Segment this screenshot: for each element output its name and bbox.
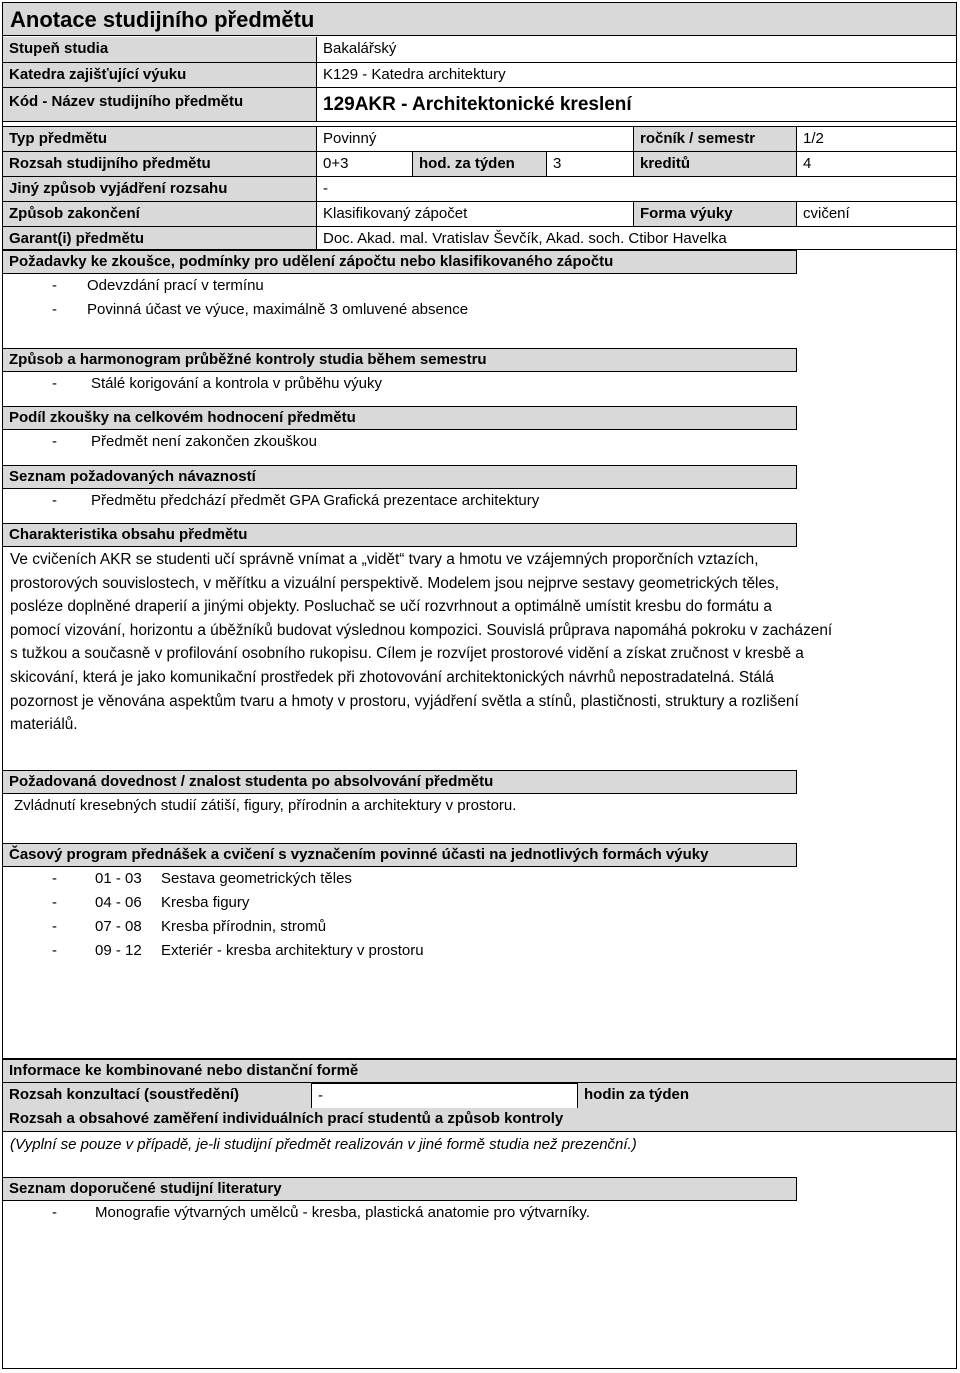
label-garant: Garant(i) předmětu: [3, 227, 316, 249]
row-konzultace: [3, 1083, 956, 1108]
label-typ: Typ předmětu: [3, 127, 316, 151]
value-kod: 129AKR - Architektonické kreslení: [316, 88, 956, 121]
charakteristika-paragraph: [10, 548, 955, 737]
schedule-item: [52, 867, 352, 891]
section-heading-kombinovane: Informace ke kombinované nebo distanční formě: [3, 1059, 956, 1083]
value-rozsah: 0+3: [316, 152, 412, 176]
label-stupen: Stupeň studia: [3, 37, 316, 62]
text-line: materiálů.: [10, 716, 78, 734]
value-hod: 3: [546, 152, 633, 176]
document-title: Anotace studijního předmětu: [3, 3, 956, 36]
text-line: skicování, která je jako komunikační prostředek při zhotovování architektonických návrhů nepostradatelná. Stálá: [10, 668, 774, 686]
dash-marker: -: [52, 492, 57, 509]
value-forma: cvičení: [796, 202, 956, 226]
label-kreditu: kreditů: [633, 152, 796, 176]
value-jiny: -: [316, 177, 956, 201]
text-line: pozornost je věnována aspektům tvaru a hmoty v prostoru, vyjádření světla a stínů, plastičnosti, struktury a rozlišení: [10, 692, 799, 710]
section-heading-casovy: Časový program přednášek a cvičení s vyznačením povinné účasti na jednotlivých formách výuky: [3, 843, 797, 867]
list-item: - Monografie výtvarných umělců - kresba, plastická anatomie pro výtvarníky.: [52, 1204, 590, 1221]
text-line: pomocí vizování, horizontu a úběžníků budovat výslednou kompozici. Souvislá průprava napomáhá pokroku v zacházení: [10, 621, 833, 639]
schedule-weeks: 01 - 03: [95, 870, 142, 887]
list-item: - Předmět není zakončen zkouškou: [52, 433, 317, 450]
dash-marker: -: [52, 870, 57, 887]
schedule-topic: Kresba přírodnin, stromů: [161, 918, 327, 935]
label-konzultace: Rozsah konzultací (soustředění): [3, 1083, 311, 1108]
value-typ: Povinný: [316, 127, 633, 151]
section-heading-navaznosti: Seznam požadovaných návazností: [3, 465, 797, 489]
schedule-item: [52, 939, 424, 963]
list-item: - Odevzdání prací v termínu: [52, 277, 264, 294]
schedule-weeks: 04 - 06: [95, 894, 142, 911]
value-konzultace: -: [311, 1083, 577, 1108]
schedule-topic: Kresba figury: [161, 894, 250, 911]
dash-marker: -: [52, 375, 57, 392]
schedule-item: [52, 891, 249, 915]
label-hodin: hodin za týden: [577, 1083, 956, 1108]
row-katedra: [3, 62, 956, 87]
text-line: prostorových souvislostech, v měřítku a vizuální perspektivě. Modelem jsou nejprve sestavy geometrických těles,: [10, 574, 780, 592]
dash-marker: -: [52, 433, 57, 450]
section-heading-kontrola: Způsob a harmonogram průběžné kontroly studia během semestru: [3, 348, 797, 372]
label-forma: Forma výuky: [633, 202, 796, 226]
section-heading-charakteristika: Charakteristika obsahu předmětu: [3, 523, 797, 547]
text-line: s tužkou a současně v profilování osobního rukopisu. Cílem je rozvíjet prostorové vidění a získat zručnost v kresbě a: [10, 645, 804, 663]
text-line: posléze doplněné draperií a jinými objekty. Posluchač se učí rozvrhnout a optimálně umístit kresbu do formátu a: [10, 598, 772, 616]
row-zpusob: [3, 201, 956, 226]
schedule-item: [52, 915, 326, 939]
row-kod: [3, 87, 956, 122]
value-stupen: Bakalářský: [316, 37, 956, 62]
section-heading-literatura: Seznam doporučené studijní literatury: [3, 1177, 797, 1201]
dash-marker: -: [52, 277, 57, 294]
label-zpusob: Způsob zakončení: [3, 202, 316, 226]
dash-marker: -: [52, 918, 57, 935]
value-zpusob: Klasifikovaný zápočet: [316, 202, 633, 226]
label-jiny: Jiný způsob vyjádření rozsahu: [3, 177, 316, 201]
label-rozsah: Rozsah studijního předmětu: [3, 152, 316, 176]
kombinovane-note: (Vyplní se pouze v případě, je-li studijní předmět realizován v jiné formě studia než prezenční.): [10, 1136, 637, 1153]
label-kod: Kód - Název studijního předmětu: [3, 88, 316, 121]
label-katedra: Katedra zajišťující výuku: [3, 63, 316, 87]
dash-marker: -: [52, 894, 57, 911]
value-rocnik: 1/2: [796, 127, 956, 151]
row-garant: [3, 226, 956, 250]
dash-marker: -: [52, 301, 57, 318]
row-jiny: [3, 176, 956, 201]
list-item: - Předmětu předchází předmět GPA Grafická prezentace architektury: [52, 492, 540, 509]
section-heading-pozadavky: Požadavky ke zkoušce, podmínky pro udělení zápočtu nebo klasifikovaného zápočtu: [3, 250, 797, 274]
schedule-topic: Sestava geometrických těles: [161, 870, 352, 887]
dovednost-text: Zvládnutí kresebných studií zátiší, figury, přírodnin a architektury v prostoru.: [14, 797, 517, 814]
section-heading-prace: Rozsah a obsahové zaměření individuálních prací studentů a způsob kontroly: [3, 1108, 956, 1132]
value-garant: Doc. Akad. mal. Vratislav Ševčík, Akad. soch. Ctibor Havelka: [316, 227, 956, 249]
dash-marker: -: [52, 942, 57, 959]
section-heading-podil: Podíl zkoušky na celkovém hodnocení předmětu: [3, 406, 797, 430]
dash-marker: -: [52, 1204, 57, 1221]
schedule-weeks: 09 - 12: [95, 942, 142, 959]
schedule-weeks: 07 - 08: [95, 918, 142, 935]
section-heading-dovednost: Požadovaná dovednost / znalost studenta po absolvování předmětu: [3, 770, 797, 794]
row-rozsah: [3, 151, 956, 176]
schedule-topic: Exteriér - kresba architektury v prostoru: [161, 942, 424, 959]
value-kreditu: 4: [796, 152, 956, 176]
list-item: - Povinná účast ve výuce, maximálně 3 omluvené absence: [52, 301, 469, 318]
label-hod: hod. za týden: [412, 152, 546, 176]
row-stupen: [3, 37, 956, 62]
list-item: - Stálé korigování a kontrola v průběhu výuky: [52, 375, 382, 392]
row-typ: [3, 126, 956, 151]
label-rocnik: ročník / semestr: [633, 127, 796, 151]
text-line: Ve cvičeních AKR se studenti učí správně vnímat a „vidět“ tvary a hmotu ve vzájemných proporčních vztazích,: [10, 551, 759, 568]
value-katedra: K129 - Katedra architektury: [316, 63, 956, 87]
